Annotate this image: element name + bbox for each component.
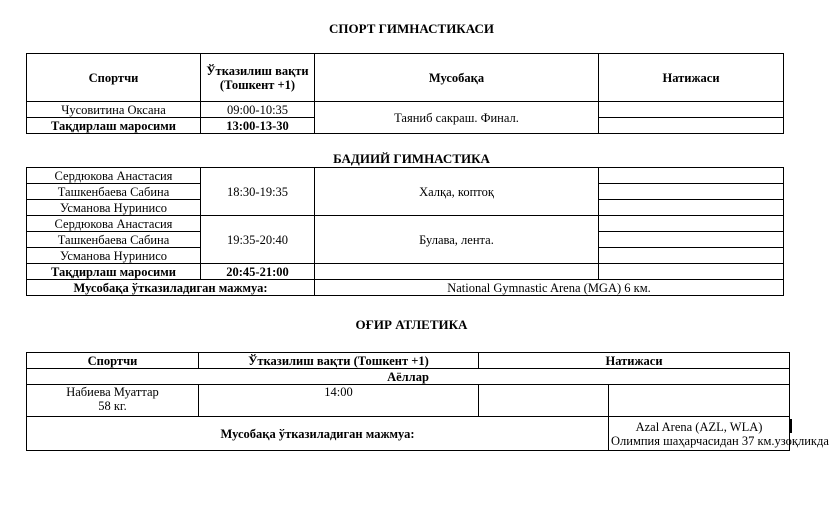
event-time: 09:00-10:35 xyxy=(201,102,315,118)
result-cell xyxy=(599,118,784,134)
athlete-name: Сердюкова Анастасия xyxy=(27,168,201,184)
result-cell xyxy=(599,102,784,118)
athlete-name: Ташкенбаева Сабина xyxy=(27,184,201,200)
result-cell xyxy=(599,232,784,248)
header-event: Мусобақа xyxy=(315,54,599,102)
result-cell xyxy=(479,385,609,417)
venue-value: National Gymnastic Arena (MGA) 6 км. xyxy=(315,280,784,296)
athlete-name: Усманова Нуринисо xyxy=(27,248,201,264)
result-cell xyxy=(599,216,784,232)
venue-label: Мусобақа ўтказиладиган мажмуа: xyxy=(27,417,609,451)
event-name: Булава, лента. xyxy=(315,216,599,264)
venue-line-1: Azal Arena (AZL, WLA) xyxy=(635,419,763,434)
ceremony-label: Тақдирлаш маросими xyxy=(27,264,201,280)
result-cell xyxy=(599,248,784,264)
ceremony-label: Тақдирлаш маросими xyxy=(27,118,201,134)
athlete-name: Ташкенбаева Сабина xyxy=(27,232,201,248)
athlete-name: Усманова Нуринисо xyxy=(27,200,201,216)
result-cell xyxy=(609,385,790,417)
gymnastics-table xyxy=(26,53,784,134)
event-time: 19:35-20:40 xyxy=(201,216,315,264)
event-time: 18:30-19:35 xyxy=(201,168,315,216)
event-name: Таяниб сакраш. Финал. xyxy=(315,102,599,134)
header-time: Ўтказилиш вақти (Тошкент +1) xyxy=(199,353,479,369)
athlete-name: Сердюкова Анастасия xyxy=(27,216,201,232)
venue-line-2: Олимпия шаҳарчасидан 37 км.узоқликда xyxy=(611,433,829,448)
header-result: Натижаси xyxy=(599,54,784,102)
gymnastics-section-title: СПОРТ ГИМНАСТИКАСИ xyxy=(329,21,494,36)
weightlifting-section-title: ОҒИР АТЛЕТИКА xyxy=(355,317,468,332)
result-cell xyxy=(599,184,784,200)
ceremony-time: 13:00-13-30 xyxy=(201,118,315,134)
event-name: Халқа, коптоқ xyxy=(315,168,599,216)
category-women: Аёллар xyxy=(27,369,790,385)
event-time: 14:00 xyxy=(199,385,479,417)
athlete-cell xyxy=(27,385,199,417)
athlete-name: Чусовитина Оксана xyxy=(27,102,201,118)
header-time: Ўтказилиш вақти (Тошкент +1) xyxy=(201,54,315,102)
header-athlete: Спортчи xyxy=(27,54,201,102)
header-result: Натижаси xyxy=(479,353,790,369)
result-cell xyxy=(599,264,784,280)
text-cursor xyxy=(790,419,792,433)
header-athlete: Спортчи xyxy=(27,353,199,369)
weightlifting-table xyxy=(26,352,829,451)
venue-value xyxy=(609,417,829,451)
ceremony-time: 20:45-21:00 xyxy=(201,264,315,280)
result-cell xyxy=(599,200,784,216)
rhythmic-table xyxy=(26,167,784,296)
athlete-weight: 58 кг. xyxy=(98,399,127,413)
athlete-name: Набиева Муаттар xyxy=(66,385,159,399)
result-cell xyxy=(599,168,784,184)
empty-cell xyxy=(315,264,599,280)
venue-label: Мусобақа ўтказиладиган мажмуа: xyxy=(27,280,315,296)
rhythmic-section-title: БАДИИЙ ГИМНАСТИКА xyxy=(333,151,490,166)
